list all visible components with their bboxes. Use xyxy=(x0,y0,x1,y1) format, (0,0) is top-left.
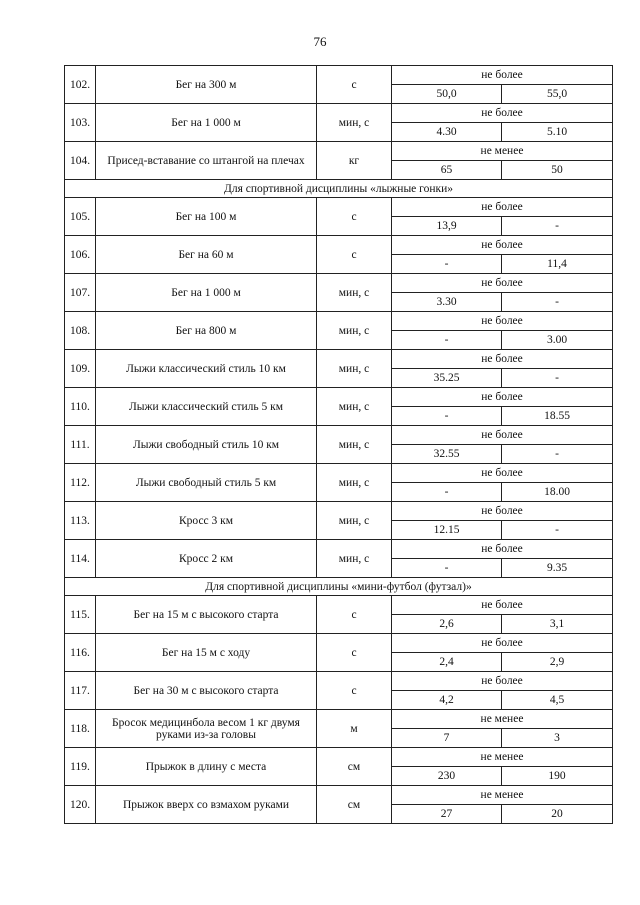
unit-of-measure: с xyxy=(317,672,392,710)
exercise-name: Лыжи классический стиль 5 км xyxy=(96,388,317,426)
table-row xyxy=(65,540,613,559)
value-boys: 27 xyxy=(392,805,502,824)
section-title: Для спортивной дисциплины «лыжные гонки» xyxy=(65,180,613,198)
value-boys: 35.25 xyxy=(392,369,502,388)
value-boys: - xyxy=(392,407,502,426)
row-number: 113. xyxy=(65,502,96,540)
unit-of-measure: с xyxy=(317,66,392,104)
exercise-name: Кросс 3 км xyxy=(96,502,317,540)
value-girls: 18.00 xyxy=(502,483,613,502)
exercise-name: Бросок медицинбола весом 1 кг двумя руками из-за головы xyxy=(96,710,317,748)
unit-of-measure: мин, с xyxy=(317,104,392,142)
row-number: 107. xyxy=(65,274,96,312)
unit-of-measure: с xyxy=(317,634,392,672)
condition-label: не менее xyxy=(392,710,613,729)
value-girls: 190 xyxy=(502,767,613,786)
condition-label: не более xyxy=(392,198,613,217)
value-boys: 12.15 xyxy=(392,521,502,540)
section-header-row xyxy=(65,578,613,596)
standards-table xyxy=(64,65,613,824)
row-number: 115. xyxy=(65,596,96,634)
value-boys: 4.30 xyxy=(392,123,502,142)
row-number: 105. xyxy=(65,198,96,236)
row-number: 111. xyxy=(65,426,96,464)
unit-of-measure: с xyxy=(317,596,392,634)
condition-label: не более xyxy=(392,672,613,691)
value-boys: - xyxy=(392,559,502,578)
value-boys: - xyxy=(392,331,502,350)
row-number: 106. xyxy=(65,236,96,274)
exercise-name: Бег на 60 м xyxy=(96,236,317,274)
table-row xyxy=(65,142,613,161)
exercise-name: Лыжи классический стиль 10 км xyxy=(96,350,317,388)
table-row xyxy=(65,710,613,729)
table-row xyxy=(65,198,613,217)
exercise-name: Бег на 15 м с высокого старта xyxy=(96,596,317,634)
value-boys: 4,2 xyxy=(392,691,502,710)
unit-of-measure: мин, с xyxy=(317,426,392,464)
value-boys: 13,9 xyxy=(392,217,502,236)
exercise-name: Лыжи свободный стиль 10 км xyxy=(96,426,317,464)
value-girls: 2,9 xyxy=(502,653,613,672)
unit-of-measure: см xyxy=(317,748,392,786)
exercise-name: Бег на 1 000 м xyxy=(96,104,317,142)
table-row xyxy=(65,672,613,691)
value-boys: 2,6 xyxy=(392,615,502,634)
value-boys: 7 xyxy=(392,729,502,748)
value-girls: 20 xyxy=(502,805,613,824)
condition-label: не более xyxy=(392,350,613,369)
row-number: 110. xyxy=(65,388,96,426)
exercise-name: Кросс 2 км xyxy=(96,540,317,578)
condition-label: не более xyxy=(392,502,613,521)
unit-of-measure: мин, с xyxy=(317,350,392,388)
value-girls: 3,1 xyxy=(502,615,613,634)
table-row xyxy=(65,634,613,653)
unit-of-measure: мин, с xyxy=(317,464,392,502)
condition-label: не более xyxy=(392,274,613,293)
condition-label: не более xyxy=(392,236,613,255)
row-number: 118. xyxy=(65,710,96,748)
table-row xyxy=(65,274,613,293)
unit-of-measure: мин, с xyxy=(317,388,392,426)
value-girls: 3 xyxy=(502,729,613,748)
unit-of-measure: с xyxy=(317,236,392,274)
condition-label: не более xyxy=(392,464,613,483)
unit-of-measure: мин, с xyxy=(317,274,392,312)
exercise-name: Бег на 800 м xyxy=(96,312,317,350)
section-title: Для спортивной дисциплины «мини-футбол (футзал)» xyxy=(65,578,613,596)
table-row xyxy=(65,502,613,521)
value-girls: - xyxy=(502,521,613,540)
row-number: 104. xyxy=(65,142,96,180)
condition-label: не более xyxy=(392,540,613,559)
row-number: 108. xyxy=(65,312,96,350)
value-boys: 2,4 xyxy=(392,653,502,672)
value-girls: - xyxy=(502,445,613,464)
value-boys: - xyxy=(392,483,502,502)
unit-of-measure: мин, с xyxy=(317,312,392,350)
value-girls: 50 xyxy=(502,161,613,180)
exercise-name: Присед-вставание со штангой на плечах xyxy=(96,142,317,180)
value-girls: - xyxy=(502,217,613,236)
value-girls: 3.00 xyxy=(502,331,613,350)
value-girls: 55,0 xyxy=(502,85,613,104)
value-girls: 9.35 xyxy=(502,559,613,578)
value-girls: 11,4 xyxy=(502,255,613,274)
table-row xyxy=(65,350,613,369)
condition-label: не менее xyxy=(392,786,613,805)
unit-of-measure: с xyxy=(317,198,392,236)
table-row xyxy=(65,104,613,123)
value-girls: - xyxy=(502,293,613,312)
value-boys: 32.55 xyxy=(392,445,502,464)
row-number: 116. xyxy=(65,634,96,672)
value-boys: 230 xyxy=(392,767,502,786)
unit-of-measure: см xyxy=(317,786,392,824)
exercise-name: Бег на 100 м xyxy=(96,198,317,236)
table-row xyxy=(65,596,613,615)
unit-of-measure: мин, с xyxy=(317,540,392,578)
exercise-name: Бег на 1 000 м xyxy=(96,274,317,312)
exercise-name: Лыжи свободный стиль 5 км xyxy=(96,464,317,502)
row-number: 112. xyxy=(65,464,96,502)
table-row xyxy=(65,748,613,767)
exercise-name: Бег на 30 м с высокого старта xyxy=(96,672,317,710)
value-boys: - xyxy=(392,255,502,274)
condition-label: не более xyxy=(392,388,613,407)
value-girls: 4,5 xyxy=(502,691,613,710)
condition-label: не более xyxy=(392,596,613,615)
table-row xyxy=(65,464,613,483)
condition-label: не более xyxy=(392,104,613,123)
condition-label: не более xyxy=(392,312,613,331)
row-number: 102. xyxy=(65,66,96,104)
row-number: 119. xyxy=(65,748,96,786)
exercise-name: Бег на 15 м с ходу xyxy=(96,634,317,672)
value-boys: 50,0 xyxy=(392,85,502,104)
unit-of-measure: кг xyxy=(317,142,392,180)
condition-label: не более xyxy=(392,634,613,653)
section-header-row xyxy=(65,180,613,198)
unit-of-measure: мин, с xyxy=(317,502,392,540)
value-girls: 5.10 xyxy=(502,123,613,142)
value-girls: - xyxy=(502,369,613,388)
table-row xyxy=(65,426,613,445)
row-number: 120. xyxy=(65,786,96,824)
row-number: 103. xyxy=(65,104,96,142)
table-row xyxy=(65,786,613,805)
exercise-name: Прыжок вверх со взмахом руками xyxy=(96,786,317,824)
row-number: 117. xyxy=(65,672,96,710)
unit-of-measure: м xyxy=(317,710,392,748)
table-row xyxy=(65,66,613,85)
condition-label: не более xyxy=(392,66,613,85)
page-number: 76 xyxy=(313,34,327,49)
table-row xyxy=(65,388,613,407)
condition-label: не менее xyxy=(392,748,613,767)
condition-label: не более xyxy=(392,426,613,445)
value-boys: 3.30 xyxy=(392,293,502,312)
exercise-name: Бег на 300 м xyxy=(96,66,317,104)
value-boys: 65 xyxy=(392,161,502,180)
exercise-name: Прыжок в длину с места xyxy=(96,748,317,786)
value-girls: 18.55 xyxy=(502,407,613,426)
table-row xyxy=(65,236,613,255)
row-number: 109. xyxy=(65,350,96,388)
condition-label: не менее xyxy=(392,142,613,161)
table-row xyxy=(65,312,613,331)
row-number: 114. xyxy=(65,540,96,578)
